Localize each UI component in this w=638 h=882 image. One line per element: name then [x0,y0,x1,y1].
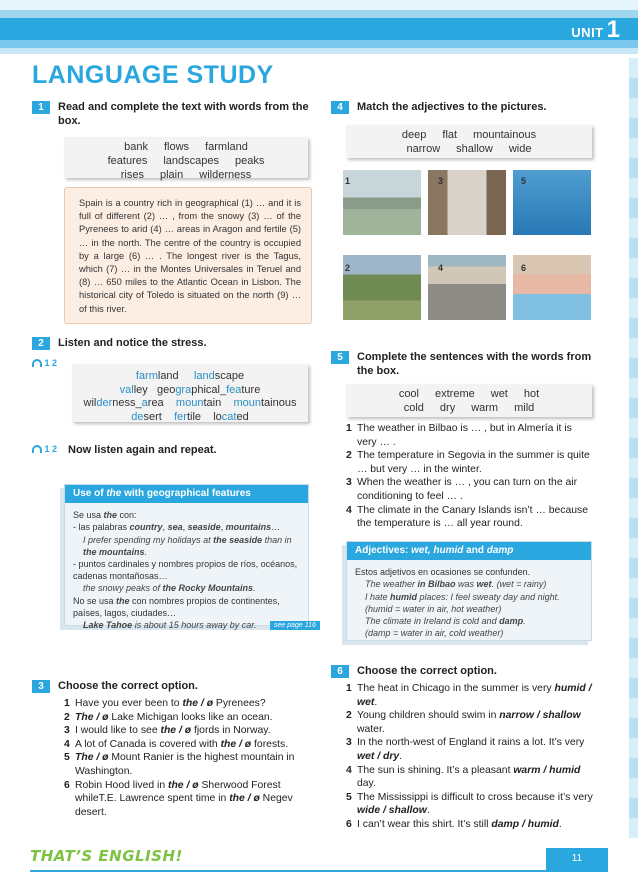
list-item: 5 The Mississippi is difficult to cross because it’s very wide / shallow. [346,791,593,817]
section-6-heading: 6 Choose the correct option. [331,664,596,678]
section-3-list [64,697,314,819]
brand-logo: THAT’S ENGLISH! [30,847,183,865]
grammar-box-title: Use of the with geographical features [65,485,308,503]
section-5-list [346,422,594,531]
picture-grid: 1 3 5 2 4 6 [343,170,593,340]
headphones-icon [32,359,42,367]
list-item: 6 I can’t wear this shirt. It’s still damp / humid. [346,818,562,830]
grammar-box-adjectives: Adjectives: wet, humid and damp Estos adjetivos en ocasiones se confunden. The weather in Bilbao was wet. (wet = rainy) I hate humid places: I feel sweaty day and night. (humid = water in air, hot weather) The climate in Ireland is cold and damp. (damp = water in air, cold weather) [346,541,592,641]
list-item: 3 In the north-west of England it rains a lot. It’s very wet / dry. [346,737,585,762]
stress-word-box: farmland landscape valley geographical_feature wilderness_area mountain mountainous desert fertile located [72,364,308,422]
list-item: 3 I would like to see the / ø fjords in Norway. [64,725,271,737]
list-item: 4 A lot of Canada is covered with the / ø forests. [64,738,289,750]
section-4-word-box: deep flat mountainous narrow shallow wide [346,125,592,158]
page-edge-strip [629,58,638,838]
section-1-reading-text: Spain is a country rich in geographical (1) … and it is full of different (2) … , from the snowy (3) … of the Pyrenees to arid (4) … areas in Aragon and fertile (5) … in the north. The centre of the country is occupied by a large (6) … . The longest river is the Tagus, which (7) … in the Montes Universales in Teruel and (8) … 650 miles to the Atlantic Ocean in Lisbon. The historical city of Toledo is situated on the north (9) … of this river. [64,187,312,324]
page-number: 11 [546,848,608,870]
audio-track-2[interactable]: 1 2 [32,444,57,454]
page-footer [0,838,638,882]
list-item: 1 The heat in Chicago in the summer is very humid / wet. [346,683,592,708]
list-item: 4 The sun is shining. It’s a pleasant warm / humid day. [346,764,581,790]
page-title: LANGUAGE STUDY [32,61,274,89]
grammar-box-the: Use of the with geographical features Se usa the con: - las palabras country, sea, seaside, mountains… I prefer spending my holidays at the seaside than in the mountains. - puntos cardinales y nombres propios de ríos, océanos, cadenas montañosas… the snowy peaks of the Rocky Mountains. No se usa the con nombres propios de continentes, países, lagos, ciudades… Lake Tahoe is about 15 hours away by car. [64,484,309,626]
header-band [0,0,638,58]
list-item: 3 When the weather is … , you can turn on the air conditioning to feel … . [346,477,578,502]
section-1-word-box: bank flows farmland features landscapes peaks rises plain wilderness [64,137,308,178]
section-2-repeat: Now listen again and repeat. [68,444,217,456]
section-4-heading: 4 Match the adjectives to the pictures. [331,100,601,114]
section-5-word-box: cool extreme wet hot cold dry warm mild [346,384,592,417]
section-3-heading: 3 Choose the correct option. [32,679,312,693]
picture-flat [343,170,421,235]
headphones-icon [32,445,42,453]
section-1-heading: 1 Read and complete the text with words from the box. [32,100,312,128]
see-page-link[interactable]: see page 116 [270,621,320,630]
list-item: 4 The climate in the Canary Islands isn’t … because the temperature is … all year round. [346,504,589,530]
picture-mountainous [343,255,421,320]
list-item: 1 Have you ever been to the / ø Pyrenees? [64,698,266,709]
list-item: 5 The / ø Mount Ranier is the highest mountain in Washington. [64,752,295,777]
section-5-heading: 5 Complete the sentences with the words from the box. [331,350,596,378]
footer-rule [30,870,608,872]
list-item: 2 The temperature in Segovia in the summer is quite … but very … in the winter. [346,450,590,475]
list-item: 6 Robin Hood lived in the / ø Sherwood Forest whileT.E. Lawrence spent time in the / ø Negev desert. [64,779,293,818]
grammar-box-title: Adjectives: wet, humid and damp [347,542,591,560]
list-item: 2 Young children should swim in narrow / shallow water. [346,710,581,735]
section-2-heading: 2 Listen and notice the stress. [32,336,312,350]
list-item: 2 The / ø Lake Michigan looks like an ocean. [64,711,273,723]
unit-label: UNIT 1 [571,16,620,43]
audio-track-1[interactable]: 1 2 [32,358,57,368]
list-item: 1 The weather in Bilbao is … , but in Almería it is very … . [346,423,572,448]
section-6-list [346,682,594,832]
